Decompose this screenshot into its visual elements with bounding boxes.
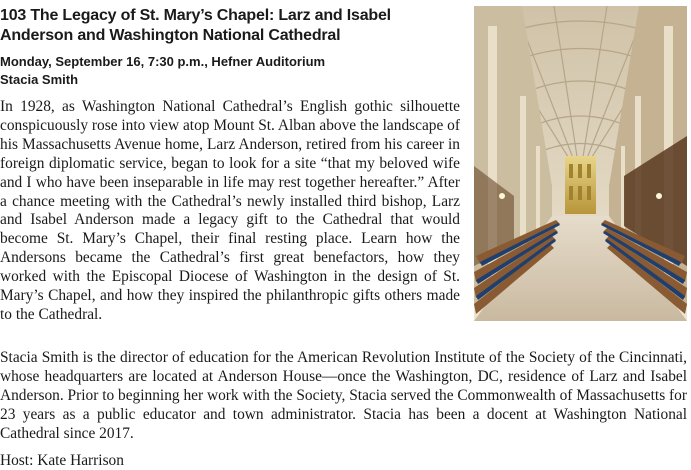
- event-datetime: Monday, September 16, 7:30 p.m., Hefner Auditorium: [0, 54, 326, 69]
- event-meta: [0, 53, 462, 89]
- event-speaker: Stacia Smith: [0, 72, 79, 87]
- event-host: Host: Kate Harrison: [0, 452, 124, 469]
- event-title: 103 The Legacy of St. Mary’s Chapel: Larz and Isabel Anderson and Washington National Cathedral: [0, 7, 391, 44]
- event-description: In 1928, as Washington National Cathedral’s English gothic silhouette conspicuously rose into view atop Mount St. Alban above the landscape of his Massachusetts Avenue home, Larz Anderson, retired from his career in foreign diplomatic service, began to look for a site “that my beloved wife and I who have been inseparable in life may rest together hereafter.” After a chance meeting with the Cathedral’s newly installed third bishop, Larz and Isabel Anderson made a legacy gift to the Cathedral that would become St. Mary’s Chapel, their final resting place. Learn how the Andersons became the Cathedral’s first great benefactors, how they worked with the Episcopal Diocese of Washington in the design of St. Mary’s Chapel, and how they inspired the philanthropic gifts others made to the Cathedral.: [0, 98, 460, 323]
- cathedral-nave-photo: [474, 6, 687, 321]
- speaker-bio: Stacia Smith is the director of education for the American Revolution Institute of the Society of the Cincinnati, whose headquarters are located at Anderson House—once the Washington, DC, residence of Larz and Isabel Anderson. Prior to beginning her work with the Society, Stacia served the Commonwealth of Massachusetts for 23 years as a public educator and town administrator. Stacia has been a docent at Washington National Cathedral since 2017.: [0, 349, 687, 442]
